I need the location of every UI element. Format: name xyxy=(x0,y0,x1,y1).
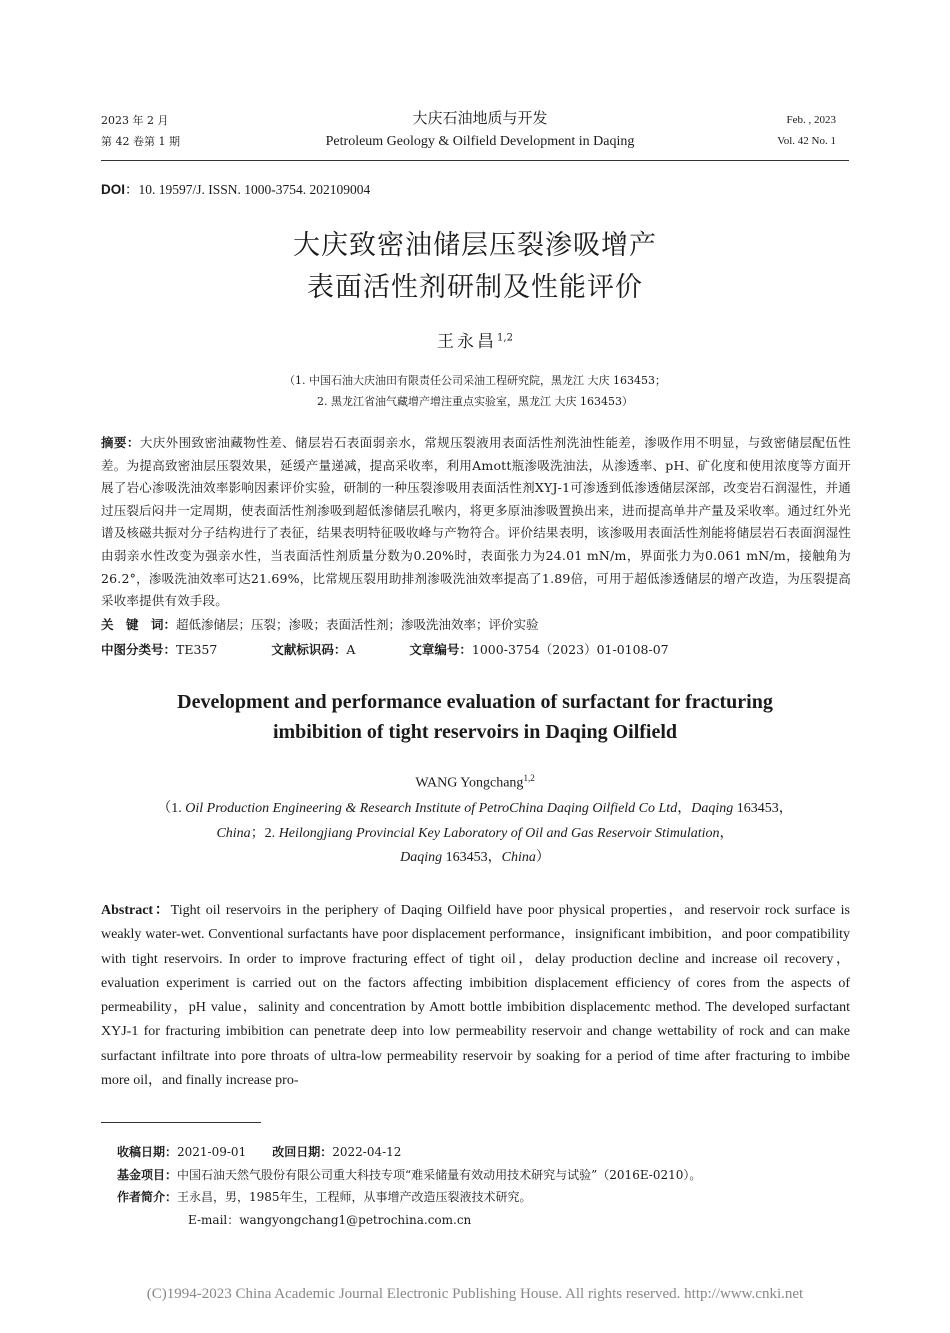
affiliation-en-punct: ；2. xyxy=(250,825,279,841)
author-en-sup: 1,2 xyxy=(523,773,535,783)
received-label: 收稿日期： xyxy=(117,1145,178,1159)
header-date-en: Feb. , 2023 xyxy=(786,114,836,126)
journal-name-en: Petroleum Geology & Oilfield Development in Daqing xyxy=(325,134,635,149)
footnote-bio xyxy=(117,1186,837,1209)
title-cn-line2: 表面活性剂研制及性能评价 xyxy=(307,272,643,303)
title-cn-line1: 大庆致密油储层压裂渗吸增产 xyxy=(293,230,657,261)
author-en-name: WANG Yongchang xyxy=(415,775,524,791)
affiliation-en-city2: Daqing xyxy=(400,850,443,865)
affiliation-en-inst1: Oil Production Engineering & Research Institute of PetroChina Daqing Oilfield Co Ltd xyxy=(185,801,678,816)
title-cn xyxy=(100,225,850,309)
fund-value: 中国石油天然气股份有限公司重大科技专项“难采储量有效动用技术研究与试验”（2016E-0210）。 xyxy=(177,1167,702,1182)
doi-value: ：10. 19597/J. ISSN. 1000-3754. 202109004 xyxy=(125,182,371,197)
abstract-en xyxy=(101,899,850,1093)
doc-code-value: A xyxy=(346,642,356,657)
affiliation-en-inst2: Heilongjiang Provincial Key Laboratory of Oil and Gas Reservoir Stimulation xyxy=(278,825,720,841)
revised-value: 2022-04-12 xyxy=(332,1145,402,1159)
footnote-fund xyxy=(117,1164,837,1187)
title-en-line2: imbibition of tight reservoirs in Daqing Oilfield xyxy=(272,721,678,743)
affiliation-en-punct: ） xyxy=(535,850,550,865)
received-value: 2021-09-01 xyxy=(177,1145,247,1159)
article-number-label: 文章编号： xyxy=(409,642,472,657)
footnote-divider xyxy=(101,1122,261,1123)
abstract-cn xyxy=(101,432,851,613)
keywords-cn xyxy=(101,615,851,633)
affiliation-en-punct: ， xyxy=(719,825,734,841)
header-right xyxy=(777,110,836,152)
affiliation-en xyxy=(100,797,850,871)
title-en xyxy=(100,687,850,747)
footnotes xyxy=(117,1141,837,1231)
header-divider xyxy=(101,160,849,161)
abstract-en-text: Tight oil reservoirs in the periphery of Daqing Oilfield have poor physical properties，and reservoir rock surface is weakly water-wet. Conventional surfactants have poor displacement performance，insignificant imbibition，and poor compatibility with tight reservoirs. In order to improve fracturing effect of tight oil，delay production decline and increase oil recovery，evaluation experiment is carried out on the factors affecting imbibition displacement efficiency of cores from the aspects of permeability，pH value，salinity and concentration by Amott bottle imbibition displacementc method. The developed surfactant XYJ-1 for fracturing imbibition can penetrate deep into low permeability reservoir and change wettability of rock and can make surfactant infiltrate into pore throats of ultra-low permeability reservoir by soaking for a period of time after fracturing to imbibe more oil，and finally increase pro- xyxy=(101,903,850,1089)
affiliation-en-city1: Daqing xyxy=(691,801,734,816)
header-date-cn: 2023 年 2 月 xyxy=(101,114,169,127)
footnote-email: E-mail：wangyongchang1@petrochina.com.cn xyxy=(188,1212,472,1227)
author-cn-sup: 1,2 xyxy=(497,332,513,344)
header-volume-en: Vol. 42 No. 1 xyxy=(777,135,836,147)
affiliation-cn-line1: （1. 中国石油大庆油田有限责任公司采油工程研究院，黑龙江 大庆 163453； xyxy=(284,374,666,387)
bio-value: 王永昌，男，1985年生，工程师，从事增产改造压裂液技术研究。 xyxy=(177,1190,532,1204)
fund-label: 基金项目： xyxy=(117,1167,178,1182)
affiliation-en-punct: ， xyxy=(677,801,692,816)
affiliation-en-postcode2: 163453， xyxy=(442,850,502,865)
author-cn-name: 王永昌 xyxy=(437,332,498,352)
author-en xyxy=(100,773,850,792)
doc-code-label: 文献标识码： xyxy=(271,642,347,657)
clc-value: TE357 xyxy=(176,642,218,657)
article-number-value: 1000-3754（2023）01-0108-07 xyxy=(471,642,669,657)
affiliation-en-country2: China xyxy=(501,850,536,865)
copyright-notice: (C)1994-2023 China Academic Journal Electronic Publishing House. All rights reserved. http://www.cnki.net xyxy=(146,1286,804,1302)
journal-name-cn: 大庆石油地质与开发 xyxy=(412,109,548,127)
title-en-line1: Development and performance evaluation of surfactant for fracturing xyxy=(177,691,773,713)
keywords-cn-text: 超低渗储层；压裂；渗吸；表面活性剂；渗吸洗油效率；评价实验 xyxy=(176,617,539,632)
abstract-cn-label: 摘要： xyxy=(101,435,140,450)
keywords-cn-label: 关 键 词： xyxy=(101,617,177,632)
abstract-cn-text: 大庆外围致密油藏物性差、储层岩石表面弱亲水，常规压裂液用表面活性剂洗油性能差，渗吸作用不明显，与致密储层配伍性差。为提高致密油层压裂效果，延缓产量递减，提高采收率，利用Amott瓶渗吸洗油法，从渗透率、pH、矿化度和使用浓度等方面开展了岩心渗吸洗油效率影响因素评价实验，研制的一种压裂渗吸用表面活性剂XYJ-1可渗透到低渗透储层深部，改变岩石润湿性，并通过压裂后闷井一定周期，使表面活性剂渗吸到超低渗储层孔喉内，将更多原油渗吸置换出来，进而提高单井产量及采收率。通过红外光谱及核磁共振对分子结构进行了表征，结果表明特征吸收峰与产物符合。评价结果表明，该渗吸用表面活性剂能将储层岩石表面润湿性由弱亲水性改变为强亲水性，当表面活性剂质量分数为0.20%时，表面张力为24.01 mN/m，界面张力为0.061 mN/m，接触角为26.2°，渗吸洗油效率可达21.69%，比常规压裂用助排剂渗吸洗油效率提高了1.89倍，可用于超低渗透储层的增产改造，为压裂提高采收率提供有效手段。 xyxy=(101,435,851,609)
header-volume-cn: 第 42 卷第 1 期 xyxy=(101,135,180,148)
doi-label: DOI xyxy=(101,182,126,197)
header-center xyxy=(300,106,660,154)
affiliation-en-country1: China xyxy=(216,825,251,841)
author-cn xyxy=(100,327,850,352)
bio-label: 作者简介： xyxy=(117,1190,178,1204)
clc-label: 中图分类号： xyxy=(101,642,177,657)
abstract-en-label: Abstract： xyxy=(101,903,171,918)
header-left xyxy=(101,110,180,152)
footnote-dates xyxy=(117,1141,837,1164)
affiliation-cn xyxy=(100,370,850,412)
revised-label: 改回日期： xyxy=(272,1145,333,1159)
affiliation-en-postcode1: 163453， xyxy=(733,801,793,816)
affiliation-cn-line2: 2. 黑龙江省油气藏增产增注重点实验室，黑龙江 大庆 163453） xyxy=(317,395,633,408)
classification-line xyxy=(101,640,851,658)
affiliation-en-punct: （1. xyxy=(157,801,186,816)
doi-line xyxy=(101,178,370,198)
